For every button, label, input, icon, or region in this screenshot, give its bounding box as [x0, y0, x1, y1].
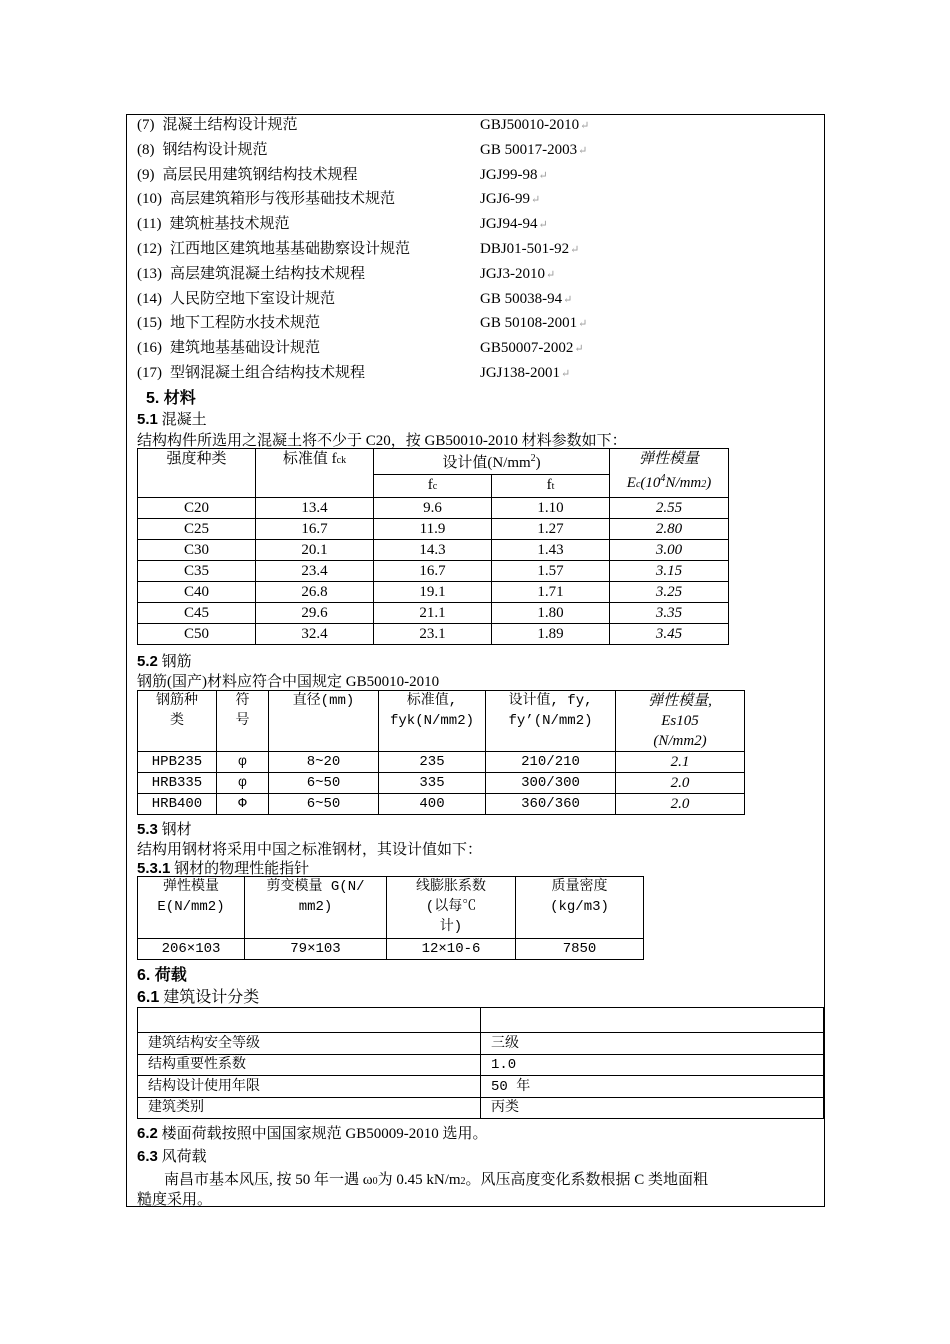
- standard-name: (13) 高层建筑混凝土结构技术规程: [137, 265, 366, 282]
- standard-code: GB 50038-94↵: [480, 290, 573, 307]
- building-table: [137, 1007, 824, 1119]
- paragraph-mark-icon: ↵: [578, 144, 588, 157]
- steel-intro: 结构用钢材将采用中国之标准钢材，其设计值如下：: [137, 842, 483, 858]
- standard-code: DBJ01-501-92↵: [480, 241, 580, 257]
- standard-name: (14) 人民防空地下室设计规范: [137, 290, 336, 307]
- standard-code: JGJ94-94↵: [480, 216, 548, 233]
- steel-table: [137, 876, 644, 960]
- standard-code: GB 50017-2003↵: [480, 141, 588, 158]
- concrete-table: [137, 448, 729, 645]
- steel-heading: 5.3 钢材: [137, 821, 192, 838]
- building-heading: 6.1 建筑设计分类: [137, 989, 260, 1006]
- building-row: 建筑结构安全等级 三级: [138, 1033, 824, 1055]
- paragraph-mark-icon: ↵: [580, 120, 590, 132]
- standard-code: JGJ138-2001↵: [480, 365, 571, 381]
- floor-load-paragraph: 6.2 楼面荷载按照中国国家规范 GB50009-2010 选用。: [137, 1125, 488, 1142]
- concrete-row: C30 20.1 14.3 1.43 3.00: [138, 540, 729, 561]
- wind-heading: 6.3 风荷载: [137, 1148, 207, 1165]
- building-row: 建筑类别 丙类: [138, 1097, 824, 1119]
- concrete-header-grade: 强度种类: [138, 449, 256, 498]
- concrete-row: C25 16.7 11.9 1.27 2.80: [138, 519, 729, 540]
- steel-header-density: 质量密度 (kg/m3): [516, 877, 644, 939]
- standard-code: GBJ50010-2010↵: [480, 117, 590, 133]
- concrete-header-design: 设计值$(N/mm^2)$: [374, 449, 610, 475]
- standard-code: JGJ6-99↵: [480, 191, 541, 208]
- building-row: 结构设计使用年限 50 年: [138, 1076, 824, 1098]
- standard-name: (9) 高层民用建筑钢结构技术规程: [137, 166, 358, 183]
- concrete-row: C35 23.4 16.7 1.57 3.15: [138, 561, 729, 582]
- rebar-row: HPB235 φ 8~20 235 210/210 2.1: [138, 752, 745, 773]
- rebar-header-diameter: 直径(mm): [269, 691, 379, 752]
- standard-name: (17) 型钢混凝土组合结构技术规程: [137, 365, 366, 381]
- paragraph-mark-icon: ↵: [531, 194, 541, 207]
- standard-name: (15) 地下工程防水技术规范: [137, 315, 321, 332]
- steel-header-g: 剪变模量 G(N/ mm2): [245, 877, 387, 939]
- concrete-header-fc: fc: [374, 475, 492, 498]
- paragraph-mark-icon: ↵: [574, 343, 584, 356]
- concrete-row: C20 13.4 9.6 1.10 2.55: [138, 498, 729, 519]
- concrete-header-modulus: 弹性模量 $Ec(10^4N/mm2)$: [610, 449, 729, 498]
- steel-subheading: 5.3.1 钢材的物理性能指针: [137, 860, 310, 877]
- section-5-title: 5. 材料: [146, 390, 196, 407]
- paragraph-mark-icon: ↵: [561, 368, 571, 380]
- concrete-header-std: 标准值 fck: [256, 449, 374, 498]
- concrete-heading: 5.1 混凝土: [137, 411, 207, 428]
- standard-code: JGJ99-98↵: [480, 166, 548, 183]
- standard-code: GB50007-2002↵: [480, 340, 584, 357]
- standard-code: JGJ3-2010↵: [480, 265, 556, 282]
- rebar-intro: 钢筋(国产)材料应符合中国规定 GB50010-2010: [137, 674, 440, 690]
- rebar-header-symbol: 符 号: [217, 691, 269, 752]
- rebar-table: [137, 690, 745, 815]
- paragraph-mark-icon: ↵: [563, 293, 573, 306]
- concrete-row: C40 26.8 19.1 1.71 3.25: [138, 582, 729, 603]
- paragraph-mark-icon: ↵: [578, 318, 588, 331]
- building-row: 结构重要性系数 1.0: [138, 1054, 824, 1076]
- steel-header-expansion: 线膨胀系数 (以每℃ 计): [387, 877, 516, 939]
- rebar-row: HRB335 φ 6~50 335 300/300 2.0: [138, 773, 745, 794]
- paragraph-mark-icon: ↵: [546, 268, 556, 281]
- wind-paragraph-line2: 糙度采用。: [137, 1192, 213, 1208]
- steel-row: 206×103 79×103 12×10-6 7850: [138, 939, 644, 960]
- standard-name: (7) 混凝土结构设计规范: [137, 117, 298, 133]
- rebar-heading: 5.2 钢筋: [137, 653, 192, 670]
- concrete-intro: 结构构件所选用之混凝土将不少于 C20，按 GB50010-2010 材料参数如下：: [137, 433, 627, 449]
- rebar-header-type: 钢筋种 类: [138, 691, 217, 752]
- concrete-row: C45 29.6 21.1 1.80 3.35: [138, 603, 729, 624]
- paragraph-mark-icon: ↵: [570, 244, 580, 256]
- standard-code: GB 50108-2001↵: [480, 315, 588, 332]
- rebar-header-std: 标准值, fyk(N/mm2): [379, 691, 486, 752]
- paragraph-mark-icon: ↵: [538, 169, 548, 182]
- standard-name: (11) 建筑桩基技术规范: [137, 216, 290, 233]
- steel-header-e: 弹性模量 E(N/mm2): [138, 877, 245, 939]
- section-6-title: 6. 荷载: [137, 967, 187, 984]
- concrete-header-ft: ft: [492, 475, 610, 498]
- rebar-header-modulus: 弹性模量, Es105 (N/mm2): [616, 691, 745, 752]
- standard-name: (12) 江西地区建筑地基基础勘察设计规范: [137, 241, 411, 257]
- rebar-header-design: 设计值, fy, fy’(N/mm2): [486, 691, 616, 752]
- rebar-row: HRB400 Φ 6~50 400 360/360 2.0: [138, 794, 745, 815]
- paragraph-mark-icon: ↵: [538, 219, 548, 232]
- standard-name: (10) 高层建筑箱形与筏形基础技术规范: [137, 191, 396, 208]
- wind-paragraph-line1: 南昌市基本风压, 按 50 年一遇 ω0为 0.45 kN/m2。风压高度变化系数根据 C 类地面粗: [164, 1172, 709, 1188]
- concrete-row: C50 32.4 23.1 1.89 3.45: [138, 624, 729, 645]
- standard-name: (16) 建筑地基基础设计规范: [137, 340, 321, 357]
- standard-name: (8) 钢结构设计规范: [137, 141, 268, 158]
